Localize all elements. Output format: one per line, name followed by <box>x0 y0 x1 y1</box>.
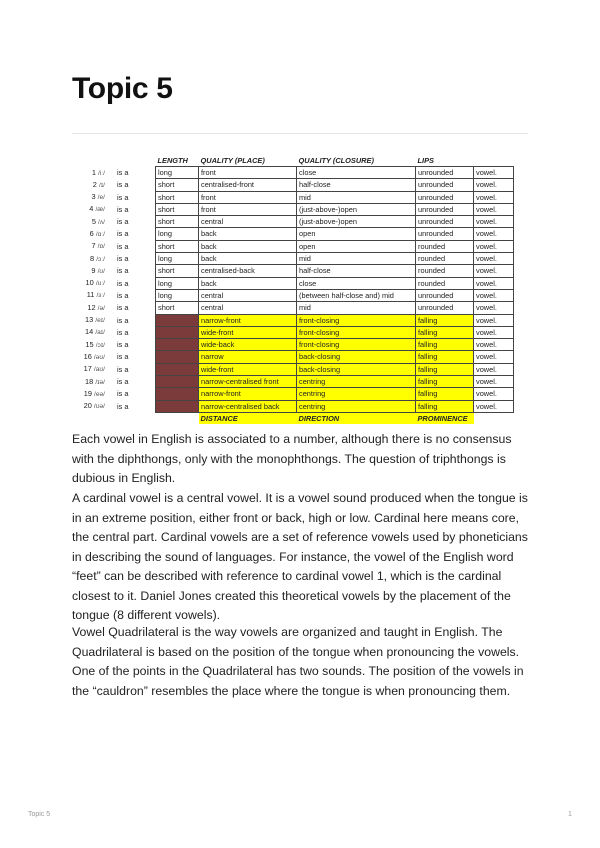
row-number: 19 <box>83 388 92 398</box>
vowel-cell: vowel. <box>474 265 514 277</box>
vowel-cell: vowel. <box>474 240 514 252</box>
footer-topic-label: Topic 5 <box>28 811 51 818</box>
is-a-label: is a <box>117 168 129 177</box>
row-number: 20 <box>83 401 92 411</box>
is-a-label: is a <box>117 303 129 313</box>
table-row <box>77 191 514 203</box>
table-row <box>77 253 514 265</box>
row-number: 5 <box>91 216 96 226</box>
ipa-symbol: /əʊ/ <box>93 353 105 361</box>
row-number: 12 <box>87 302 96 312</box>
is-a-label: is a <box>117 352 129 362</box>
closure-cell: close <box>297 277 416 289</box>
lips-cell: unrounded <box>416 289 474 301</box>
place-cell: front <box>199 203 297 215</box>
lips-cell: rounded <box>416 265 474 277</box>
vowel-cell: vowel. <box>474 388 514 400</box>
ipa-symbol: /ɪə/ <box>95 378 105 386</box>
vowel-number <box>77 326 107 338</box>
length-cell: long <box>156 289 199 301</box>
table-row <box>77 167 514 179</box>
vowel-number <box>77 339 107 351</box>
length-cell: short <box>156 179 199 191</box>
distance-cell: wide-front <box>199 326 297 338</box>
is-a-label: is a <box>117 204 129 214</box>
table-row-diphthong <box>77 326 514 338</box>
vowel-number <box>77 351 107 363</box>
vowel-number <box>77 302 107 314</box>
table-row <box>77 216 514 228</box>
vowel-number <box>77 400 107 412</box>
direction-cell: centring <box>297 388 416 400</box>
table-footer-row <box>77 412 514 424</box>
lips-cell: rounded <box>416 277 474 289</box>
footer-direction: DIRECTION <box>297 412 416 424</box>
ipa-symbol: /ɔɪ/ <box>95 341 105 349</box>
vowel-number <box>77 228 107 240</box>
table-row <box>77 240 514 252</box>
row-number: 18 <box>85 376 94 386</box>
row-number: 13 <box>85 315 94 325</box>
is-a-label: is a <box>117 229 129 239</box>
paragraph-cardinal-vowel: A cardinal vowel is a central vowel. It is a vowel sound produced when the tongue is in an extreme position, either front or back, high or low. Cardinal here means core, the central part. Cardinal vowels are a set of reference vowels used by phoneticians in describing the sound of languages. For instance, the vowel of the English word “feet” can be described with reference to cardinal vowel 1, which is the cardinal closest to it. Daniel Jones created this theoretical vowels by the placement of the tongue (8 different vowels). <box>72 491 528 622</box>
ipa-symbol: /eə/ <box>94 390 105 398</box>
footer-prominence: PROMINENCE <box>416 412 474 424</box>
closure-cell: open <box>297 228 416 240</box>
table-row-diphthong <box>77 400 514 412</box>
vowel-cell: vowel. <box>474 339 514 351</box>
row-number: 3 <box>91 192 96 202</box>
distance-cell: wide-back <box>199 339 297 351</box>
table-row <box>77 228 514 240</box>
direction-cell: back-closing <box>297 363 416 375</box>
distance-cell: narrow-front <box>199 314 297 326</box>
vowel-cell: vowel. <box>474 376 514 388</box>
dark-cell <box>156 326 199 338</box>
length-cell: short <box>156 240 199 252</box>
vowel-cell: vowel. <box>474 179 514 191</box>
paragraph-vowel-numbering: Each vowel in English is associated to a number, although there is no consensus with the diphthongs, only with the monophthongs. The question of triphthongs is dubious in English. <box>72 432 512 485</box>
place-cell: central <box>199 216 297 228</box>
header-lips: LIPS <box>417 156 434 165</box>
dark-cell <box>156 339 199 351</box>
vowel-number <box>77 314 107 326</box>
vowel-number <box>77 289 107 301</box>
prominence-cell: falling <box>416 376 474 388</box>
distance-cell: narrow <box>199 351 297 363</box>
row-number: 15 <box>85 339 94 349</box>
place-cell: central <box>199 289 297 301</box>
vowel-number <box>77 179 107 191</box>
dark-cell <box>156 351 199 363</box>
ipa-symbol: /uː/ <box>95 280 105 288</box>
prominence-cell: falling <box>416 400 474 412</box>
row-number: 2 <box>92 179 97 189</box>
direction-cell: front-closing <box>297 339 416 351</box>
vowel-number <box>77 167 107 179</box>
ipa-symbol: /æ/ <box>95 206 105 214</box>
table-row-diphthong <box>77 363 514 375</box>
place-cell: front <box>199 191 297 203</box>
prominence-cell: falling <box>416 388 474 400</box>
row-number: 9 <box>91 265 96 275</box>
vowel-number <box>77 265 107 277</box>
is-a-label: is a <box>117 241 129 251</box>
distance-cell: narrow-front <box>199 388 297 400</box>
row-number: 10 <box>85 278 94 288</box>
lips-cell: unrounded <box>416 302 474 314</box>
ipa-symbol: /ɑː/ <box>95 230 105 238</box>
is-a-label: is a <box>117 364 129 374</box>
is-a-label: is a <box>117 290 129 300</box>
length-cell: long <box>156 228 199 240</box>
row-number: 7 <box>91 241 96 251</box>
prominence-cell: falling <box>416 363 474 375</box>
place-cell: centralised-back <box>199 265 297 277</box>
closure-cell: half-close <box>297 179 416 191</box>
closure-cell: open <box>297 240 416 252</box>
prominence-cell: falling <box>416 339 474 351</box>
direction-cell: front-closing <box>297 314 416 326</box>
row-number: 11 <box>86 290 95 300</box>
row-number: 1 <box>91 167 96 177</box>
lips-cell: rounded <box>416 253 474 265</box>
closure-cell: half-close <box>297 265 416 277</box>
vowel-number <box>77 191 107 203</box>
title-divider <box>72 133 528 134</box>
closure-cell: (between half-close and) mid <box>297 289 416 301</box>
table-row <box>77 179 514 191</box>
is-a-label: is a <box>117 340 129 350</box>
vowel-number <box>77 203 107 215</box>
table-row-diphthong <box>77 351 514 363</box>
is-a-label: is a <box>117 401 129 411</box>
lips-cell: unrounded <box>416 203 474 215</box>
place-cell: back <box>199 240 297 252</box>
is-a-label: is a <box>117 377 129 387</box>
table-row <box>77 203 514 215</box>
direction-cell: front-closing <box>297 326 416 338</box>
vowel-number <box>77 240 107 252</box>
vowel-cell: vowel. <box>474 167 514 179</box>
dark-cell <box>156 400 199 412</box>
table-header-row <box>77 156 514 167</box>
vowel-cell: vowel. <box>474 400 514 412</box>
table-row <box>77 302 514 314</box>
vowel-table <box>77 156 514 424</box>
vowel-number <box>77 216 107 228</box>
is-a-label: is a <box>117 278 129 288</box>
ipa-symbol: /e/ <box>97 194 105 202</box>
place-cell: back <box>199 228 297 240</box>
vowel-number <box>77 253 107 265</box>
length-cell: long <box>156 277 199 289</box>
distance-cell: wide-front <box>199 363 297 375</box>
place-cell: central <box>199 302 297 314</box>
vowel-number <box>77 388 107 400</box>
direction-cell: centring <box>297 376 416 388</box>
is-a-label: is a <box>117 254 129 264</box>
is-a-label: is a <box>117 315 129 325</box>
lips-cell: unrounded <box>416 228 474 240</box>
dark-cell <box>156 376 199 388</box>
ipa-symbol: /ə/ <box>97 304 105 312</box>
is-a-label: is a <box>117 180 129 190</box>
ipa-symbol: /iː/ <box>98 169 105 177</box>
row-number: 8 <box>90 253 95 263</box>
vowel-cell: vowel. <box>474 191 514 203</box>
prominence-cell: falling <box>416 314 474 326</box>
vowel-cell: vowel. <box>474 326 514 338</box>
table-row-diphthong <box>77 339 514 351</box>
ipa-symbol: /ʊə/ <box>93 403 105 411</box>
closure-cell: mid <box>297 253 416 265</box>
length-cell: short <box>156 191 199 203</box>
lips-cell: unrounded <box>416 167 474 179</box>
vowel-number <box>77 277 107 289</box>
lips-cell: rounded <box>416 240 474 252</box>
distance-cell: narrow-centralised back <box>199 400 297 412</box>
is-a-label: is a <box>117 192 129 202</box>
header-quality-closure: QUALITY (CLOSURE) <box>298 156 374 165</box>
ipa-symbol: /ɔː/ <box>96 255 105 263</box>
row-number: 17 <box>83 364 92 374</box>
ipa-symbol: /aʊ/ <box>93 366 105 374</box>
header-quality-place: QUALITY (PLACE) <box>200 156 265 165</box>
row-number: 4 <box>89 204 94 214</box>
vowel-cell: vowel. <box>474 203 514 215</box>
closure-cell: (just-above-)open <box>297 203 416 215</box>
table-row <box>77 265 514 277</box>
vowel-cell: vowel. <box>474 253 514 265</box>
vowel-cell: vowel. <box>474 277 514 289</box>
closure-cell: close <box>297 167 416 179</box>
table-row-diphthong <box>77 376 514 388</box>
table-row-diphthong <box>77 314 514 326</box>
length-cell: long <box>156 167 199 179</box>
ipa-symbol: /ʊ/ <box>97 267 105 275</box>
direction-cell: centring <box>297 400 416 412</box>
place-cell: centralised-front <box>199 179 297 191</box>
place-cell: front <box>199 167 297 179</box>
row-number: 16 <box>83 351 92 361</box>
dark-cell <box>156 314 199 326</box>
paragraph-vowel-quadrilateral: Vowel Quadrilateral is the way vowels are organized and taught in English. The Quadrilateral is based on the position of the tongue when pronouncing the vowels. One of the points in the Quadrilateral has two sounds. The position of the vowels in the “cauldron” resembles the place where the tongue is when pronouncing them. <box>72 625 524 698</box>
ipa-symbol: /eɪ/ <box>95 317 105 325</box>
is-a-label: is a <box>117 327 129 337</box>
length-cell: short <box>156 265 199 277</box>
dark-cell <box>156 363 199 375</box>
vowel-cell: vowel. <box>474 314 514 326</box>
ipa-symbol: /ʌ/ <box>98 218 105 226</box>
closure-cell: (just-above-)open <box>297 216 416 228</box>
footer-distance: DISTANCE <box>199 412 297 424</box>
vowel-number <box>77 376 107 388</box>
page-title: Topic 5 <box>72 72 173 105</box>
vowel-cell: vowel. <box>474 289 514 301</box>
is-a-label: is a <box>117 389 129 399</box>
dark-cell <box>156 388 199 400</box>
row-number: 14 <box>85 327 94 337</box>
vowel-cell: vowel. <box>474 363 514 375</box>
ipa-symbol: /aɪ/ <box>95 329 105 337</box>
table-row <box>77 289 514 301</box>
length-cell: long <box>156 253 199 265</box>
lips-cell: unrounded <box>416 179 474 191</box>
ipa-symbol: /ɒ/ <box>97 243 105 251</box>
length-cell: short <box>156 216 199 228</box>
footer-page-number: 1 <box>568 811 572 818</box>
is-a-label: is a <box>117 217 129 227</box>
vowel-cell: vowel. <box>474 302 514 314</box>
vowel-number <box>77 363 107 375</box>
prominence-cell: falling <box>416 326 474 338</box>
table-row-diphthong <box>77 388 514 400</box>
ipa-symbol: /ɪ/ <box>98 181 105 189</box>
closure-cell: mid <box>297 191 416 203</box>
place-cell: back <box>199 253 297 265</box>
length-cell: short <box>156 203 199 215</box>
closure-cell: mid <box>297 302 416 314</box>
vowel-cell: vowel. <box>474 351 514 363</box>
distance-cell: narrow-centralised front <box>199 376 297 388</box>
is-a-label: is a <box>117 266 129 276</box>
ipa-symbol: /ɜː/ <box>96 292 105 300</box>
length-cell: short <box>156 302 199 314</box>
prominence-cell: falling <box>416 351 474 363</box>
header-length: LENGTH <box>157 156 188 165</box>
table-row <box>77 277 514 289</box>
vowel-cell: vowel. <box>474 228 514 240</box>
row-number: 6 <box>89 228 94 238</box>
vowel-cell: vowel. <box>474 216 514 228</box>
lips-cell: unrounded <box>416 191 474 203</box>
direction-cell: back-closing <box>297 351 416 363</box>
lips-cell: unrounded <box>416 216 474 228</box>
place-cell: back <box>199 277 297 289</box>
